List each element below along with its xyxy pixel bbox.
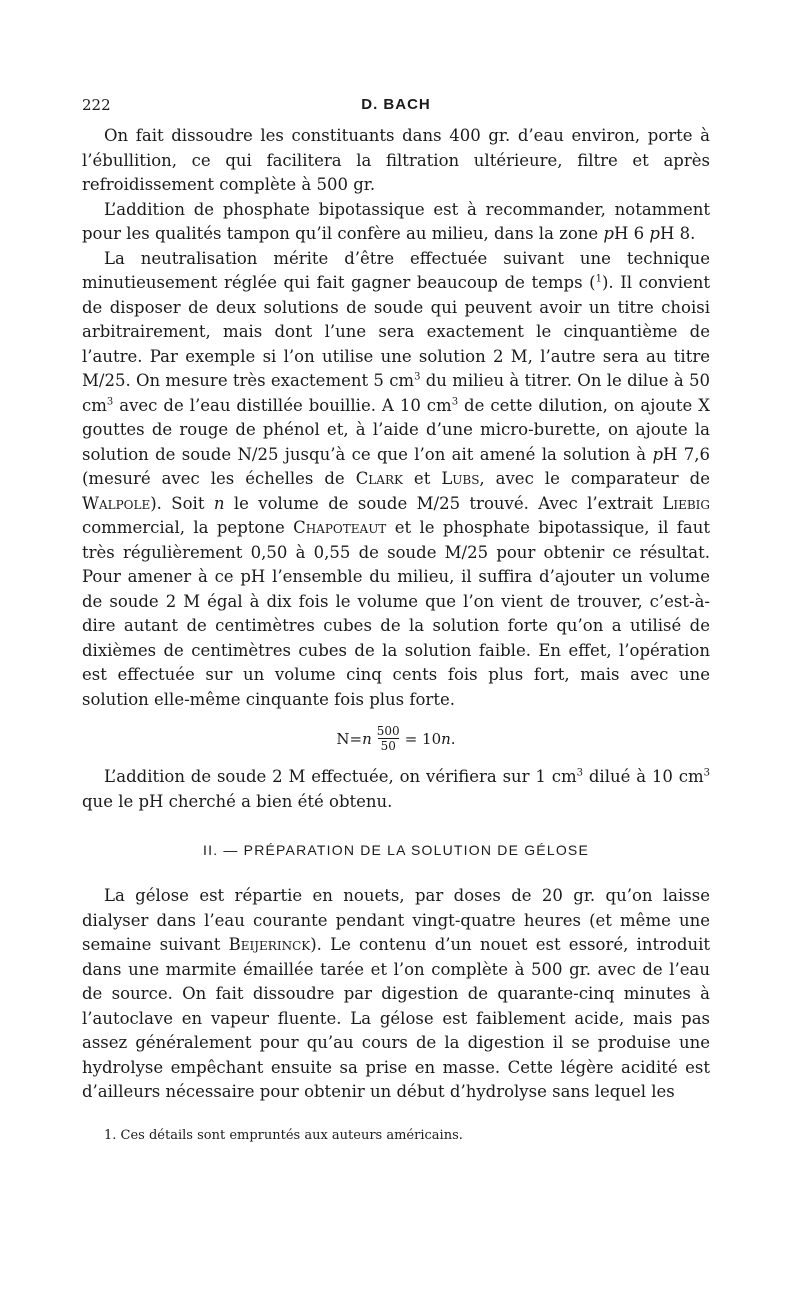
equation-variable: n bbox=[362, 729, 372, 748]
paragraph-5-text: La gélose est répartie en nouets, par doses de 20 gr. qu’on laisse dialyser dans l’eau courante pendant vingt-quatre heures (et même une semaine suivant bbox=[82, 886, 710, 954]
paragraph-2 bbox=[82, 198, 710, 247]
fraction-numerator: 500 bbox=[376, 724, 400, 738]
paragraph-5 bbox=[82, 884, 710, 1105]
superscript: 3 bbox=[414, 371, 421, 383]
paragraph-4-text: que le pH cherché a bien été obtenu. bbox=[82, 791, 393, 811]
paragraph-3-text: La neutralisation mérite d’être effectuée suivant une technique minutieusement réglée qui fait gagner beaucoup de temps ( bbox=[82, 248, 710, 292]
page-header bbox=[82, 96, 710, 122]
paragraph-2-text: H 6 bbox=[613, 224, 650, 243]
footnote-text: Ces détails sont empruntés aux auteurs américains. bbox=[116, 1127, 463, 1143]
superscript: 3 bbox=[451, 396, 459, 407]
section-heading: II. — PRÉPARATION DE LA SOLUTION DE GÉLOSE bbox=[203, 842, 589, 858]
footnote-marker: 1. bbox=[104, 1127, 117, 1143]
paragraph-1-text: On fait dissoudre les constituants dans 400 gr. d’eau environ, porte à l’ébullition, ce qui facilitera la filtration ultérieure, filtre et après refroidissement complète à 500 gr. bbox=[82, 126, 710, 194]
superscript: 3 bbox=[703, 767, 710, 779]
paragraph-3-text: ). Soit bbox=[150, 493, 214, 513]
paragraph-3-text: et bbox=[402, 469, 442, 488]
author-name: Walpole bbox=[82, 493, 151, 513]
author-name: Clark bbox=[355, 469, 403, 488]
paragraph-4 bbox=[82, 765, 710, 814]
paragraph-1 bbox=[82, 124, 710, 198]
equation-end: . bbox=[450, 729, 456, 748]
page-number: 222 bbox=[82, 96, 111, 114]
paragraph-3-text: avec de l’eau distillée bouillie. A 10 cm bbox=[113, 395, 452, 415]
fraction-denominator: 50 bbox=[378, 738, 399, 753]
paragraph-3-text: H 7,6 (mesuré avec les échelles de bbox=[82, 444, 710, 488]
paragraph-2-text: H 8. bbox=[659, 224, 696, 243]
author-name: Lubs bbox=[441, 469, 480, 488]
equation bbox=[82, 724, 710, 753]
ph-italic: p bbox=[652, 444, 664, 464]
running-head: D. BACH bbox=[361, 96, 431, 113]
brand-name: Chapoteaut bbox=[293, 518, 387, 537]
ph-italic: p bbox=[649, 224, 660, 243]
paragraph-3-text: commercial, la peptone bbox=[82, 518, 294, 537]
footnote bbox=[82, 1127, 710, 1145]
superscript: 3 bbox=[106, 396, 114, 407]
paragraph-3-text: de cette dilution, on ajoute X gouttes de rouge de phénol et, à l’aide d’une micro-burette, on ajoute la solution de soude N/25 jusqu’à ce que l’on ait amené la solution à bbox=[82, 395, 710, 464]
brand-name: Liebig bbox=[662, 493, 710, 513]
paragraph-3 bbox=[82, 247, 710, 713]
paragraph-5-text: ). Le contenu d’un nouet est essoré, introduit dans une marmite émaillée tarée et l’on complète à 500 gr. avec de l’eau de source. On fait dissoudre par digestion de quarante-cinq minutes à l’autoclave en vapeur fluente. La gélose est faiblement acide, mais pas assez généralement pour qu’au cours de la digestion il se produise une hydrolyse empêchant ensuite sa prise en masse. Cette légère acidité est d’ailleurs nécessaire pour obtenir un début d’hydrolyse sans lequel les bbox=[82, 935, 710, 1101]
ph-italic: p bbox=[603, 224, 614, 243]
equation-variable: n bbox=[441, 729, 451, 748]
paragraph-3-text: et le phosphate bipotassique, il faut très régulièrement 0,50 à 0,55 de soude M/25 pour obtenir ce résultat. Pour amener à ce pH l’ensemble du milieu, il suffira d’ajouter un volume de soude 2 M égal à dix fois le volume que l’on vient de trouver, c’est-à-dire autant de centimètres cubes de la solution forte qu’on a utilisé de dixièmes de centimètres cubes de la solution faible. En effet, l’opération est effectuée sur un volume cinq cents fois plus fort, mais avec une solution elle-même cinquante fois plus forte. bbox=[82, 518, 710, 709]
paragraph-2-text: L’addition de phosphate bipotassique est à recommander, notamment pour les qualités tampon qu’il confère au milieu, dans la zone bbox=[82, 199, 710, 243]
body-text bbox=[82, 124, 710, 1105]
paragraph-3-text: le volume de soude M/25 trouvé. Avec l’extrait bbox=[224, 493, 663, 513]
paragraph-3-text: ). Il convient de disposer de deux solutions de soude qui peuvent avoir un titre choisi arbitrairement, mais dont l’une sera exactement le cinquantième de l’autre. Par exemple si l’on utilise une solution 2 M, l’autre sera au titre M/25. On mesure très exactement 5 cm bbox=[82, 273, 711, 390]
paragraph-4-text: dilué à 10 cm bbox=[583, 767, 704, 786]
paragraph-4-text: L’addition de soude 2 M effectuée, on vérifiera sur 1 cm bbox=[104, 767, 577, 786]
equation-operator: = 10 bbox=[404, 729, 442, 748]
superscript: 3 bbox=[576, 767, 584, 779]
paragraph-3-text: , avec le comparateur de bbox=[479, 469, 710, 488]
equation-operator: = bbox=[349, 729, 363, 748]
equation-lhs: N bbox=[336, 729, 350, 748]
equation-fraction bbox=[374, 724, 403, 753]
author-name: Beijerinck bbox=[228, 935, 311, 954]
paragraph-3-text: du milieu à titrer. On le dilue à 50 cm bbox=[82, 371, 710, 415]
footnote-reference: 1 bbox=[595, 273, 602, 285]
variable-n: n bbox=[213, 493, 225, 513]
document-page bbox=[82, 96, 710, 1145]
